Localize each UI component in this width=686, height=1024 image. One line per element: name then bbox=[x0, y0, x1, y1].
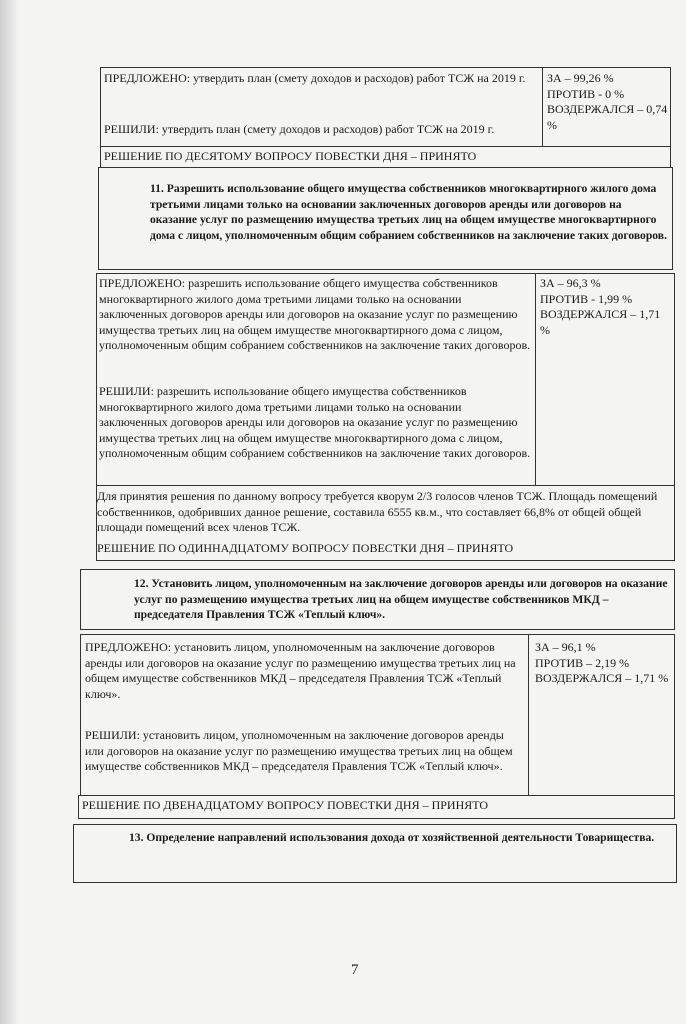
vote-abstain: ВОЗДЕРЖАЛСЯ – 0,74 % bbox=[547, 102, 668, 132]
vote-for: ЗА – 99,26 % bbox=[547, 71, 614, 85]
q12-result-text: РЕШЕНИЕ ПО ДВЕНАДЦАТОМУ ВОПРОСУ ПОВЕСТКИ ДНЯ – ПРИНЯТО bbox=[82, 798, 489, 812]
vote-for: ЗА – 96,1 % bbox=[535, 640, 596, 654]
q12-vote-results bbox=[535, 640, 673, 687]
q10-proposed-text: ПРЕДЛОЖЕНО: утвердить план (смету доходов и расходов) работ ТСЖ на 2019 г. bbox=[104, 71, 526, 85]
q13-heading: 13. Определение направлений использования дохода от хозяйственной деятельности Товарищества. bbox=[129, 831, 655, 844]
q10-decided-text: РЕШИЛИ: утвердить план (смету доходов и расходов) работ ТСЖ на 2019 г. bbox=[104, 122, 495, 136]
q11-quorum-text: Для принятия решения по данному вопросу требуется кворум 2/3 голосов членов ТСЖ. Площадь помещений собственников, одобривших данное решение, составила 6555 кв.м., что составляет 66,8% от общей общей площади помещений всех членов ТСЖ. bbox=[97, 489, 658, 534]
vote-against: ПРОТИВ - 1,99 % bbox=[540, 291, 633, 306]
q11-proposed-text: ПРЕДЛОЖЕНО: разрешить использование общего имущества собственников многоквартирного жилого дома третьими лицами только на основании заключенных договоров аренды или договоров на оказание услуг по размещению имущества третьих лиц на общем имуществе многоквартирного дома с лицом, уполномоченным общим собранием собственников на заключение таких договоров. bbox=[99, 276, 531, 352]
vote-against: ПРОТИВ - 0 % bbox=[547, 86, 625, 101]
q12-decided-text: РЕШИЛИ: установить лицом, уполномоченным на заключение договоров аренды или договоров на оказание услуг по размещению имущества третьих лиц на общем имуществе собственников МКД – председателя Правления ТСЖ «Теплый ключ». bbox=[85, 728, 513, 773]
vote-abstain: ВОЗДЕРЖАЛСЯ – 1,71 % bbox=[535, 671, 669, 685]
vote-for: ЗА – 96,3 % bbox=[540, 276, 601, 290]
page-number: 7 bbox=[351, 962, 359, 978]
q12-proposed-text: ПРЕДЛОЖЕНО: установить лицом, уполномоченным на заключение договоров аренды или договоров на оказание услуг по размещению имущества третьих лиц на общем имуществе собственников МКД – председателя Правления ТСЖ «Теплый ключ». bbox=[85, 640, 516, 701]
q10-vote-results bbox=[547, 71, 669, 133]
q11-heading: 11. Разрешить использование общего имущества собственников многоквартирного жилого дома третьими лицами только на основании заключенных договоров аренды или договоров на оказание услуг по размещению имущества третьих лиц на общем имуществе многоквартирного дома с лицом, уполномоченным общим собранием собственников на заключение таких договоров. bbox=[150, 182, 667, 242]
vote-against: ПРОТИВ – 2,19 % bbox=[535, 655, 630, 670]
q10-result-text: РЕШЕНИЕ ПО ДЕСЯТОМУ ВОПРОСУ ПОВЕСТКИ ДНЯ – ПРИНЯТО bbox=[104, 149, 477, 163]
q11-vote-results bbox=[540, 276, 670, 338]
q11-result-text: РЕШЕНИЕ ПО ОДИННАДЦАТОМУ ВОПРОСУ ПОВЕСТКИ ДНЯ – ПРИНЯТО bbox=[97, 541, 514, 555]
vote-abstain: ВОЗДЕРЖАЛСЯ – 1,71 % bbox=[540, 307, 661, 337]
q12-heading: 12. Установить лицом, уполномоченным на заключение договоров аренды или договоров на оказание услуг по размещению имущества третьих лиц на общем имуществе собственников МКД – председателя Правления ТСЖ «Теплый ключ». bbox=[134, 577, 668, 621]
q11-decided-text: РЕШИЛИ: разрешить использование общего имущества собственников многоквартирного жилого дома третьими лицами только на основании заключенных договоров аренды или договоров на оказание услуг по размещению имущества третьих лиц на общем имуществе многоквартирного дома с лицом, уполномоченным общим собранием собственников на заключение таких договоров. bbox=[99, 384, 531, 460]
